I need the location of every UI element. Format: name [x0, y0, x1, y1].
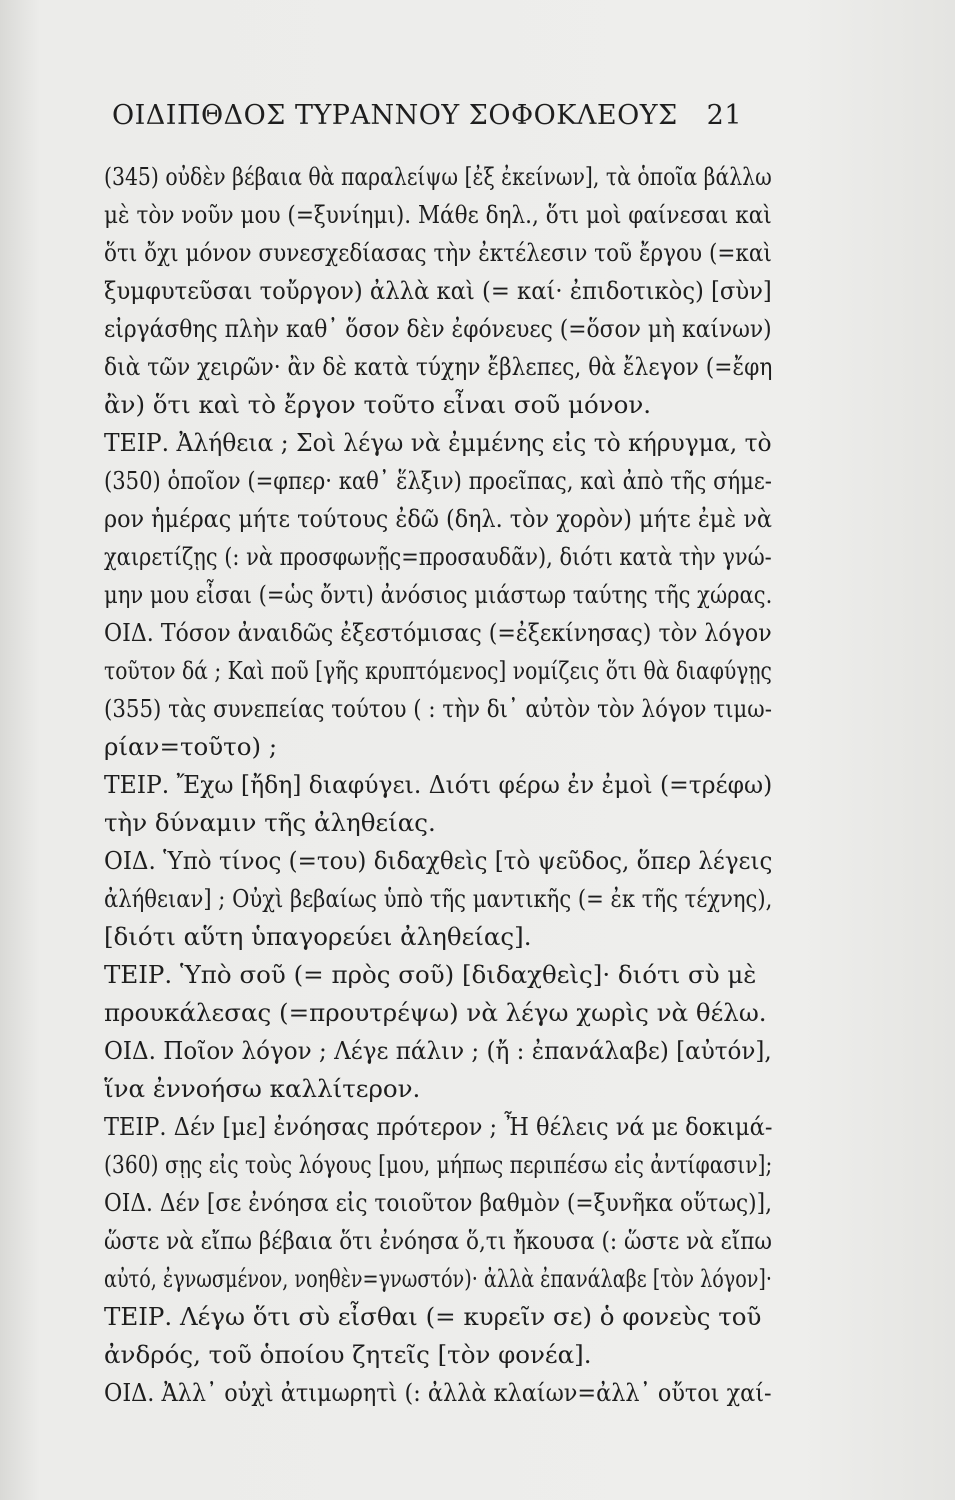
- text-line: ΤΕΙΡ. Ἀλήθεια ; Σοὶ λέγω νὰ ἐμμένης εἰς τὸ κήρυγμα, τὸ: [104, 428, 772, 457]
- text-line: διὰ τῶν χειρῶν· ἂν δὲ κατὰ τύχην ἔβλεπες, θὰ ἔλεγον (=ἔφη: [104, 352, 773, 381]
- text-line: ρίαν=τοῦτο) ;: [104, 732, 278, 761]
- text-line: ΤΕΙΡ. Λέγω ὅτι σὺ εἶσθαι (= κυρεῖν σε) ὁ φονεὺς τοῦ: [104, 1302, 762, 1331]
- text-line: (350) ὁποῖον (=φπερ· καθ᾽ ἕλξιν) προεῖπας, καὶ ἀπὸ τῆς σήμε-: [104, 466, 772, 495]
- text-line: ΤΕΙΡ. Ὑπὸ σοῦ (= πρὸς σοῦ) [διδαχθεὶς]· διότι σὺ μὲ: [104, 960, 757, 989]
- text-line: ρον ἡμέρας μήτε τούτους ἐδῶ (δηλ. τὸν χορὸν) μήτε ἐμὲ νὰ: [104, 504, 772, 533]
- text-line: ΟΙΔ. Ποῖον λόγον ; Λέγε πάλιν ; (ἤ : ἐπανάλαβε) [αὐτόν],: [104, 1036, 772, 1065]
- running-header: [112, 100, 742, 140]
- text-line: (360) σῃς εἰς τοὺς λόγους [μου, μήπως περιπέσω εἰς ἀντίφασιν];: [104, 1150, 773, 1179]
- text-line: εἰργάσθης πλὴν καθ᾽ ὅσον δὲν ἐφόνευες (=ὅσον μὴ καίνων): [104, 314, 772, 343]
- text-line: ἵνα ἐννοήσω καλλίτερον.: [104, 1074, 421, 1103]
- text-line: ὥστε νὰ εἴπω βέβαια ὅτι ἐνόησα ὅ,τι ἤκουσα (: ὥστε νὰ εἴπω: [104, 1226, 772, 1255]
- text-line: ΟΙΔ. Δέν [σε ἐνόησα εἰς τοιοῦτον βαθμὸν (=ξυνῆκα οὕτως)],: [104, 1188, 773, 1217]
- text-line: ΟΙΔ. Ἀλλ᾽ οὐχὶ ἀτιμωρητὶ (: ἀλλὰ κλαίων=ἀλλ᾽ οὔτοι χαί-: [104, 1378, 772, 1407]
- page-number: 21: [706, 100, 742, 131]
- text-line: ὅτι ὄχι μόνον συνεσχεδίασας τὴν ἐκτέλεσιν τοῦ ἔργου (=καὶ: [104, 238, 772, 267]
- text-line: μὲ τὸν νοῦν μου (=ξυνίημι). Μάθε δηλ., ὅτι μοὶ φαίνεσαι καὶ: [104, 200, 772, 229]
- text-line: ἀλήθειαν] ; Οὐχὶ βεβαίως ὑπὸ τῆς μαντικῆς (= ἐκ τῆς τέχνης),: [104, 884, 773, 913]
- text-line: ἂν) ὅτι καὶ τὸ ἔργον τοῦτο εἶναι σοῦ μόνον.: [104, 390, 652, 419]
- text-line: ΟΙΔ. Ὑπὸ τίνος (=του) διδαχθεὶς [τὸ ψεῦδος, ὅπερ λέγεις: [104, 846, 773, 875]
- running-title: ΟΙΔΙΠΘΔΟΣ ΤΥΡΑΝΝΟΥ ΣΟΦΟΚΛΕΟΥΣ: [112, 100, 678, 131]
- text-line: τὴν δύναμιν τῆς ἀληθείας.: [104, 808, 436, 837]
- text-line: [διότι αὕτη ὑπαγορεύει ἀληθείας].: [104, 922, 532, 951]
- text-line: προυκάλεσας (=προυτρέψω) νὰ λέγω χωρὶς νὰ θέλω.: [104, 998, 767, 1027]
- text-line: ΤΕΙΡ. Ἔχω [ἤδη] διαφύγει. Διότι φέρω ἐν ἐμοὶ (=τρέφω): [104, 770, 773, 799]
- text-line: χαιρετίζῃς (: νὰ προσφωνῇς=προσαυδᾶν), διότι κατὰ τὴν γνώ-: [104, 542, 772, 571]
- text-line: (345) οὐδὲν βέβαια θὰ παραλείψω [ἐξ ἐκείνων], τὰ ὁποῖα βάλλω: [104, 162, 772, 191]
- text-line: ἀνδρός, τοῦ ὁποίου ζητεῖς [τὸν φονέα].: [104, 1340, 592, 1369]
- text-line: ΤΕΙΡ. Δέν [με] ἐνόησας πρότερον ; Ἦ θέλεις νά με δοκιμά-: [104, 1112, 773, 1141]
- text-line: τοῦτον δά ; Καὶ ποῦ [γῆς κρυπτόμενος] νομίζεις ὅτι θὰ διαφύγῃς: [104, 656, 772, 685]
- text-line: ΟΙΔ. Τόσον ἀναιδῶς ἐξεστόμισας (=ἐξεκίνησας) τὸν λόγον: [104, 618, 772, 647]
- text-line: (355) τὰς συνεπείας τούτου ( : τὴν δι᾽ αὐτὸν τὸν λόγον τιμω-: [104, 694, 772, 723]
- text-line: μην μου εἶσαι (=ὡς ὄντι) ἀνόσιος μιάστωρ ταύτης τῆς χώρας.: [104, 580, 773, 609]
- text-line: αὐτό, ἐγνωσμένον, νοηθὲν=γνωστόν)· ἀλλὰ ἐπανάλαβε [τὸν λόγον]·: [104, 1264, 772, 1293]
- text-line: ξυμφυτεῦσαι τοὔργον) ἀλλὰ καὶ (= καί· ἐπιδοτικὸς) [σὺν]: [104, 276, 772, 305]
